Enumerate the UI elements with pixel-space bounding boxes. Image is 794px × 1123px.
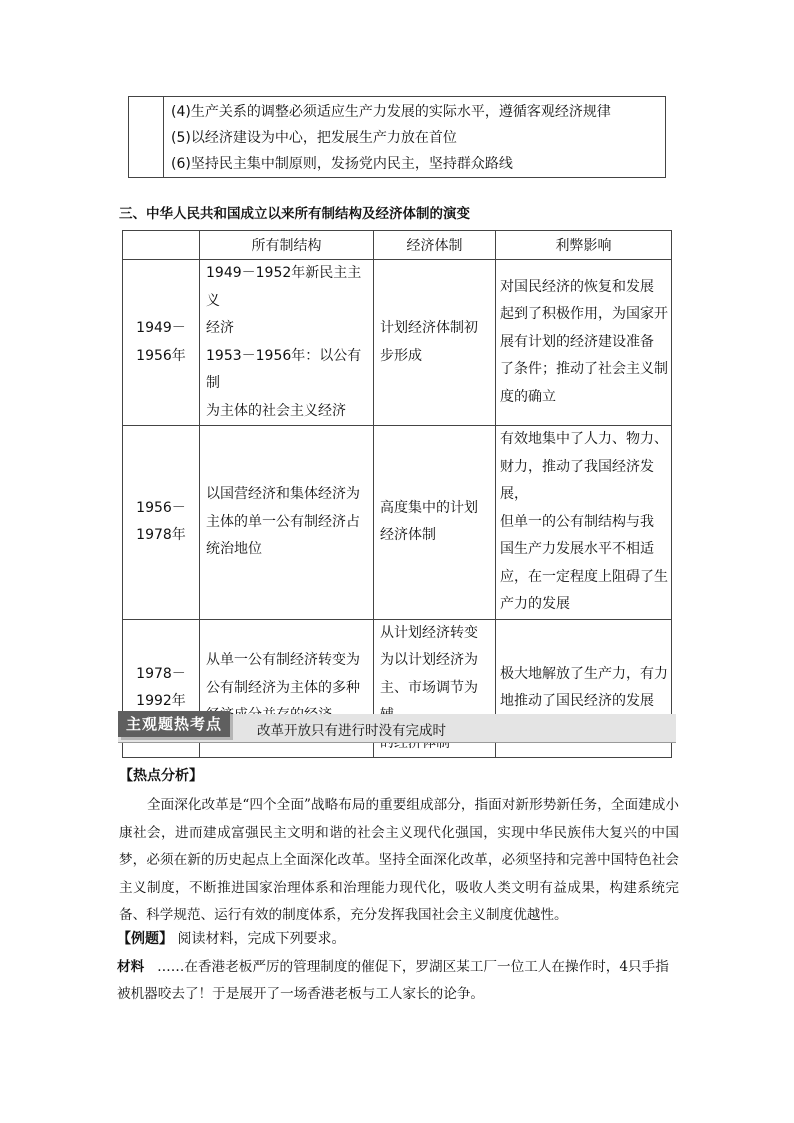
effect-line: 度的确立 <box>500 388 556 405</box>
effect-line: 对国民经济的恢复和发展 <box>500 278 654 295</box>
example-label: 【例题】 <box>117 931 173 947</box>
period-line: 1992年 <box>136 693 186 710</box>
header-effect: 利弊影响 <box>496 231 672 260</box>
period-cell <box>123 260 200 426</box>
ownership-line: 经济 <box>206 320 234 336</box>
banner-topic: 改革开放只有进行时没有完成时 <box>257 723 446 739</box>
effect-cell <box>496 260 672 426</box>
system-line: 为以计划经济为 <box>380 652 478 668</box>
effect-cell <box>496 426 672 620</box>
ownership-cell <box>200 260 374 426</box>
principles-table-left-cell <box>129 97 164 177</box>
hot-analysis-label: 【热点分析】 <box>119 768 203 784</box>
effect-line: 了条件；推动了社会主义制 <box>500 361 668 378</box>
ownership-line: 以国营经济和集体经济为 <box>206 486 360 502</box>
effect-line: 但单一的公有制结构与我 <box>500 513 654 530</box>
ownership-line: 统治地位 <box>206 541 262 557</box>
system-cell <box>374 260 496 426</box>
period-line: 1978年 <box>136 527 186 544</box>
effect-line: 应，在一定程度上阻碍了生 <box>500 568 668 585</box>
ownership-line: 公有制经济为主体的多种 <box>206 679 360 696</box>
ownership-line: 主体的单一公有制经济占 <box>206 513 360 530</box>
hot-topic-tag: 主观题热考点 <box>118 711 230 737</box>
period-line: 1978－ <box>136 665 186 682</box>
effect-line: 展有计划的经济建设准备 <box>500 333 654 350</box>
period-line: 1956－ <box>136 499 186 516</box>
system-cell <box>374 426 496 620</box>
ownership-cell <box>200 426 374 620</box>
system-line: 经济体制 <box>380 527 436 544</box>
effect-line: 产力的发展 <box>500 596 570 612</box>
period-line: 1956年 <box>136 347 186 364</box>
effect-line: 地推动了国民经济的发展 <box>500 693 654 710</box>
effect-line: 国生产力发展水平不相适 <box>500 541 654 557</box>
ownership-line: 从单一公有制经济转变为 <box>206 652 360 668</box>
effect-line: 有效地集中了人力、物力、 <box>500 431 668 447</box>
material-text: ……在香港老板严厉的管理制度的催促下，罗湖区某工厂一位工人在操作时，4只手指被机器咬去了！于是展开了一场香港老板与工人家长的论争。 <box>117 959 669 1002</box>
period-line: 1949－ <box>136 320 186 336</box>
system-line: 高度集中的计划 <box>380 499 478 516</box>
header-system: 经济体制 <box>374 231 496 260</box>
header-period <box>123 231 200 260</box>
hot-analysis-paragraph: 全面深化改革是“四个全面”战略布局的重要组成部分，指面对新形势新任务，全面建成小康社会，进而建成富强民主文明和谐的社会主义现代化强国，实现中华民族伟大复兴的中国梦，必须在新的历史起点上全面深化改革。坚持全面深化改革，必须坚持和完善中国特色社会主义制度，不断推进国家治理体系和治理能力现代化，吸收人类文明有益成果，构建系统完备、科学规范、运行有效的制度体系，充分发挥我国社会主义制度优越性。 <box>119 797 679 923</box>
material-paragraph <box>117 954 679 1008</box>
header-ownership: 所有制结构 <box>200 231 374 260</box>
ownership-line: 1949－1952年新民主主义 <box>206 265 362 309</box>
principle-line-6: (6)坚持民主集中制原则，发扬党内民主，坚持群众路线 <box>171 156 513 172</box>
period-cell <box>123 426 200 620</box>
material-label: 材料 <box>117 959 145 975</box>
ownership-evolution-table <box>122 230 672 758</box>
system-line: 从计划经济转变 <box>380 624 478 641</box>
example-instruction: 阅读材料，完成下列要求。 <box>177 931 346 947</box>
principle-line-4: (4)生产关系的调整必须适应生产力发展的实际水平，遵循客观经济规律 <box>171 104 611 120</box>
system-line: 主、市场调节为 <box>380 679 478 696</box>
effect-line: 起到了积极作用，为国家开 <box>500 306 668 323</box>
table-header-row <box>123 231 672 260</box>
effect-line: 极大地解放了生产力，有力 <box>500 665 668 682</box>
system-line: 步形成 <box>380 347 422 364</box>
example-line <box>117 928 345 948</box>
ownership-line: 1953－1956年：以公有制 <box>206 347 362 391</box>
table-row <box>123 426 672 620</box>
principles-table <box>128 96 666 178</box>
section-title: 三、中华人民共和国成立以来所有制结构及经济体制的演变 <box>119 206 470 222</box>
effect-line: 财力，推动了我国经济发展， <box>500 458 654 502</box>
system-line: 计划经济体制初 <box>380 320 478 336</box>
ownership-line: 为主体的社会主义经济 <box>206 402 346 419</box>
table-row <box>123 260 672 426</box>
principle-line-5: (5)以经济建设为中心，把发展生产力放在首位 <box>171 130 457 146</box>
